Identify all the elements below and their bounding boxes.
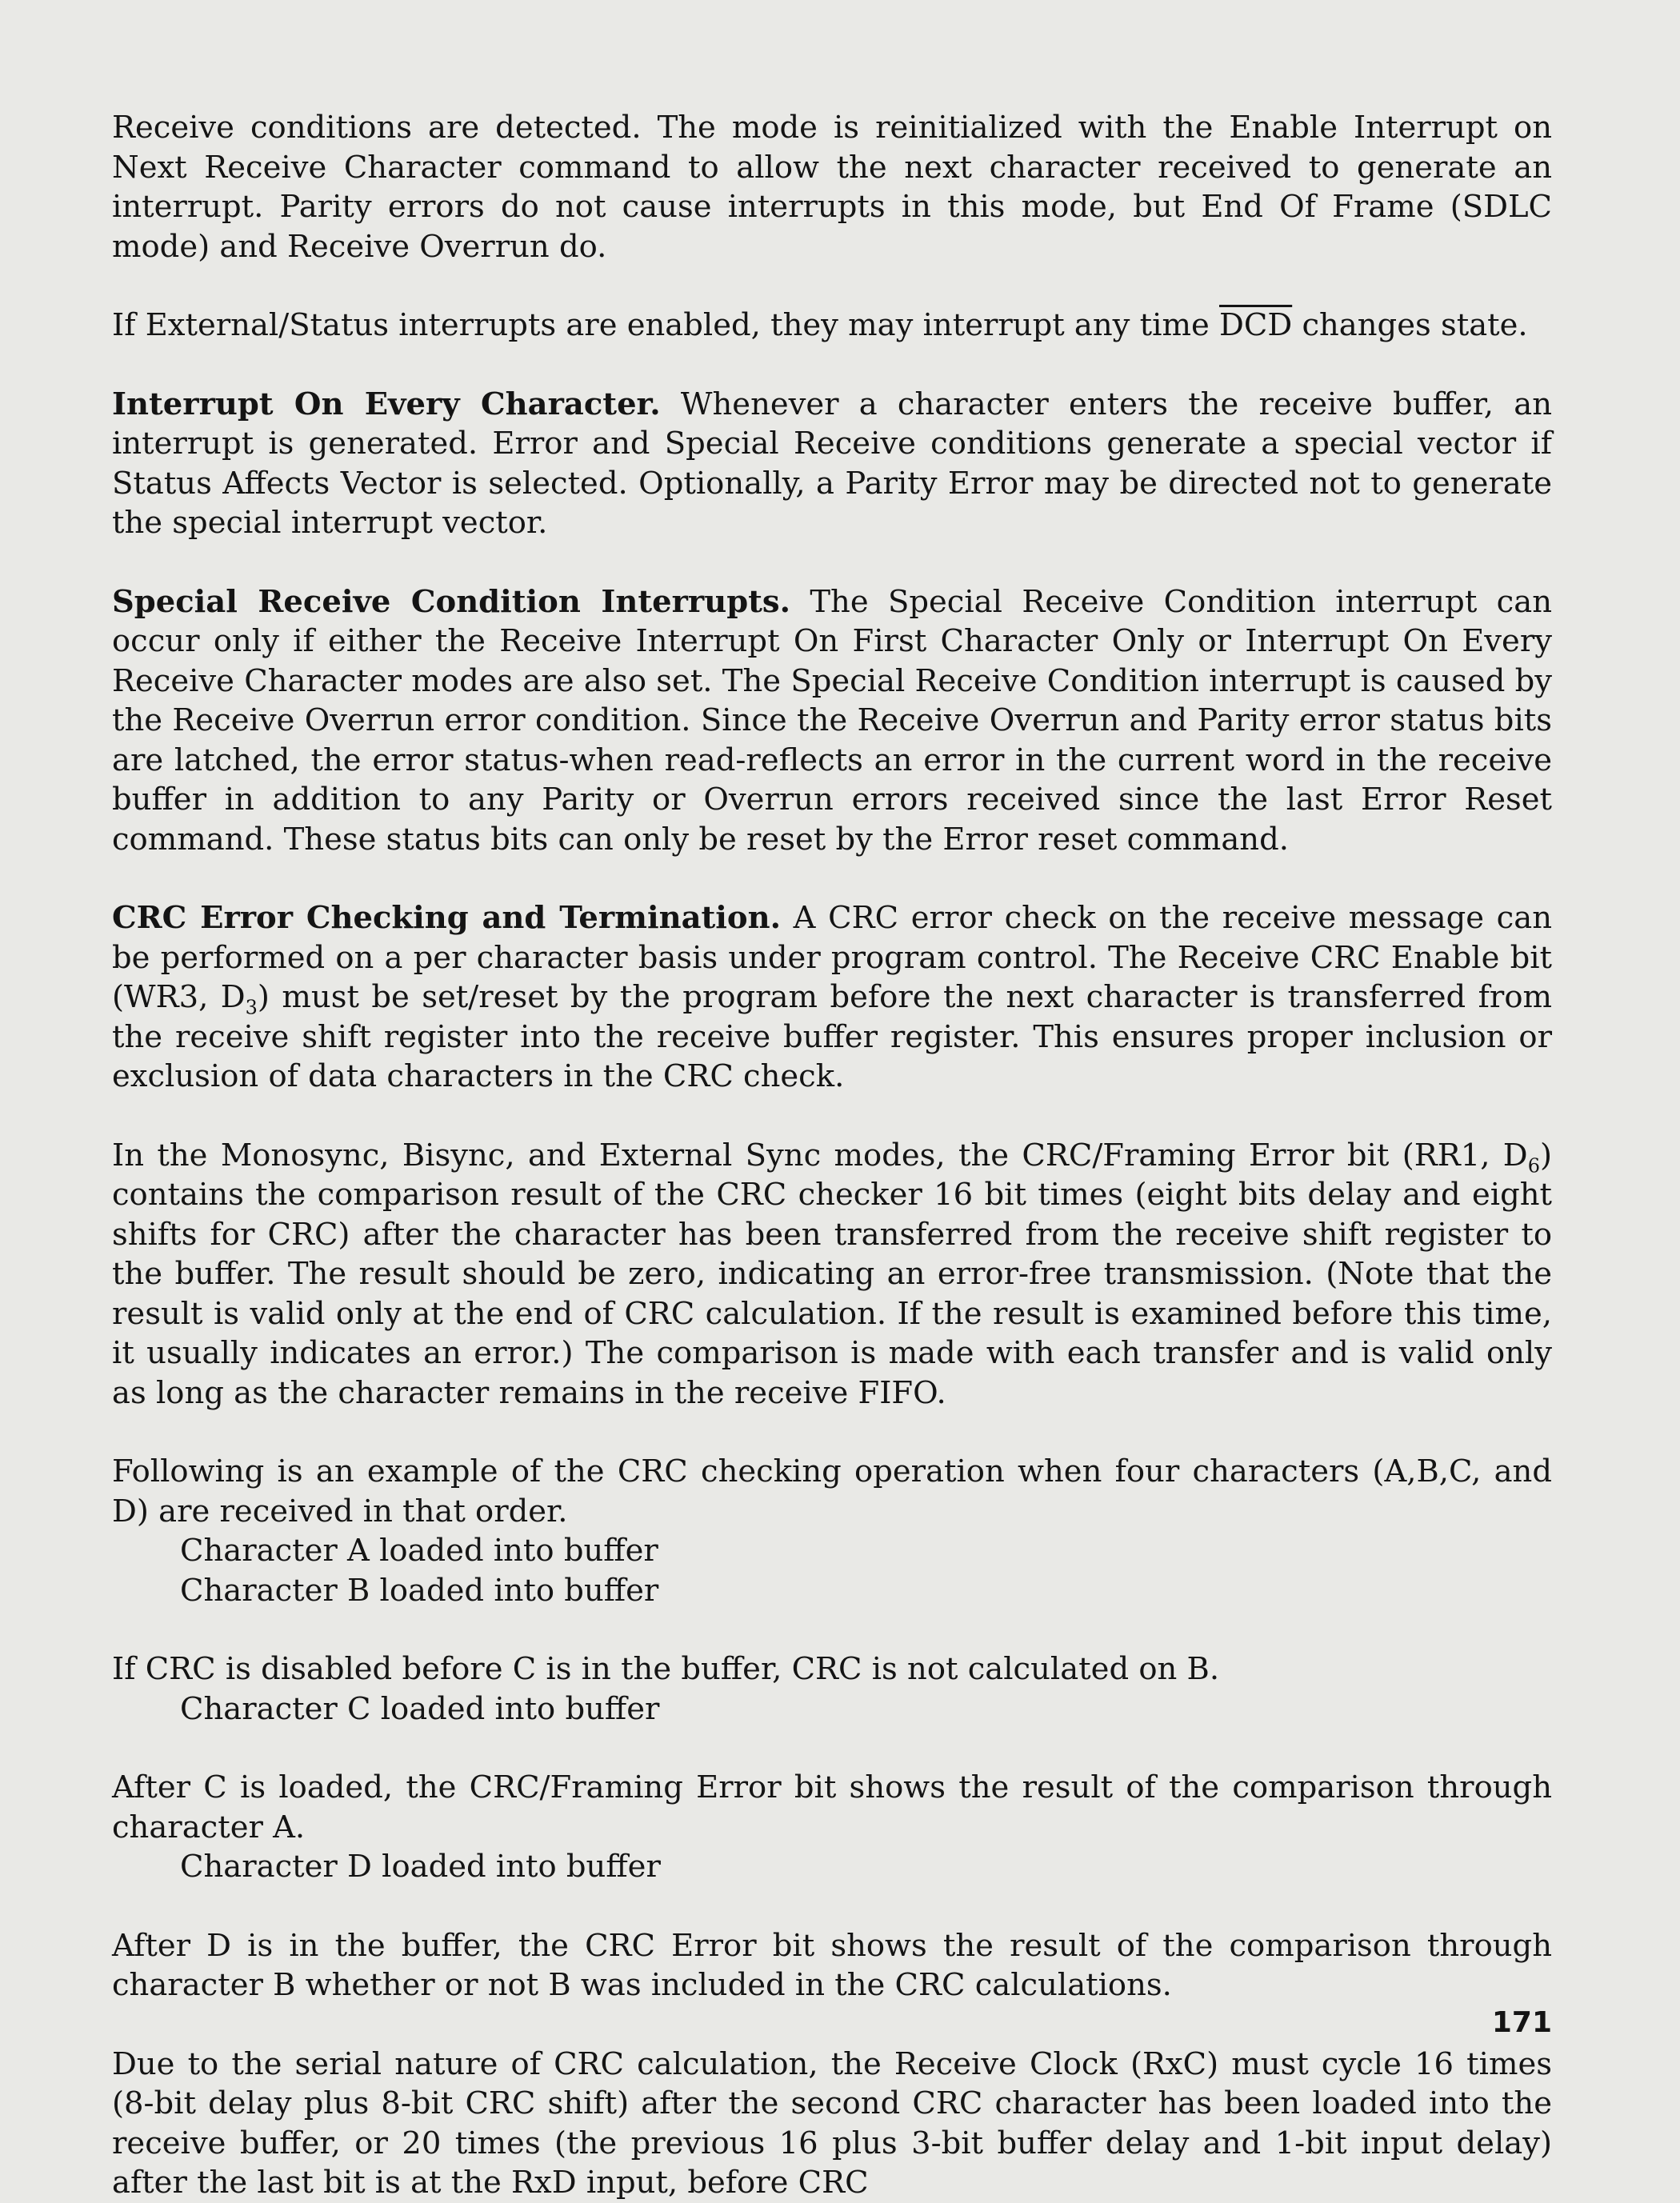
page-number: 171 — [1491, 2006, 1552, 2039]
paragraph-example-intro: Following is an example of the CRC checking operation when four characters (A,B,C, and D) are received in that order. — [112, 1453, 1552, 1529]
paragraph-text: Receive conditions are detected. The mode is reinitialized with the Enable Interrupt on Next Receive Character command to allow the next character received to generate an interrupt. Parity errors do not cause interrupts in this mode, but End Of Frame (SDLC mode) and Receive Overrun do. — [112, 110, 1552, 265]
paragraph-interrupt-every-character: Interrupt On Every Character. Whenever a character enters the receive buffer, an interrupt is generated. Error and Special Receive conditions generate a special vector if Status Affects Vector is selected. Optionally, a Parity Error may be directed not to generate the special interrupt vector. — [112, 386, 1552, 541]
example-step-b: Character B loaded into buffer — [180, 1572, 659, 1609]
subscript: 6 — [1527, 1154, 1540, 1177]
paragraph-special-receive-condition: Special Receive Condition Interrupts. The Special Receive Condition interrupt can occur only if either the Receive Interrupt On First Character Only or Interrupt On Every Receive Character modes are also set. The Special Receive Condition interrupt is caused by the Receive Overrun error condition. Since the Receive Overrun and Parity error status bits are latched, the error status-when read-reflects an error in the current word in the receive buffer in addition to any Parity or Overrun errors received since the last Error Reset command. These status bits can only be reset by the Error reset command. — [112, 583, 1552, 858]
paragraph-sync-modes: In the Monosync, Bisync, and External Sync modes, the CRC/Framing Error bit (RR1, $D_6$) contains the comparison result of the CRC checker 16 bit times (eight bits delay and eight shifts for CRC) after the character has been transferred from the receive shift register to the buffer. The result should be zero, indicating an error-free transmission. (Note that the result is valid only at the end of CRC calculation. If the result is examined before this time, it usually indicates an error.) The comparison is made with each transfer and is valid only as long as the character remains in the receive FIFO. — [112, 1137, 1552, 1411]
example-step-d: Character D loaded into buffer — [180, 1849, 661, 1885]
paragraph-after-d: After D is in the buffer, the CRC Error bit shows the result of the comparison through character B whether or not B was included in the CRC calculations. — [112, 1927, 1552, 2003]
example-step-a: Character A loaded into buffer — [180, 1533, 658, 1569]
paragraph-receive-conditions — [112, 108, 1552, 266]
subscript: 3 — [245, 996, 258, 1019]
paragraph-after-c: After C is loaded, the CRC/Framing Error bit shows the result of the comparison through character A. — [112, 1769, 1552, 1845]
paragraph-serial-nature: Due to the serial nature of CRC calculation, the Receive Clock (RxC) must cycle 16 times (8-bit delay plus 8-bit CRC shift) after the second CRC character has been loaded into the receive buffer, or 20 times (the previous 16 plus 3-bit buffer delay and 1-bit input delay) after the last bit is at the RxD input, before CRC — [112, 2045, 1552, 2201]
paragraph-crc-disabled: If CRC is disabled before C is in the buffer, CRC is not calculated on B. — [112, 1651, 1220, 1687]
paragraph-crc-error-checking: CRC Error Checking and Termination. A CRC error check on the receive message can be performed on a per character basis under program control. The Receive CRC Enable bit (WR3, $D_3$) must be set/reset by the program before the next character is transferred from the receive shift register into the receive buffer register. This ensures proper inclusion or exclusion of data characters in the CRC check. — [112, 900, 1552, 1094]
example-step-c: Character C loaded into buffer — [180, 1690, 660, 1727]
section-heading: Special Receive Condition Interrupts. — [112, 583, 790, 620]
dcd-signal: $\overline{DCD}$ — [1219, 307, 1293, 343]
paragraph-external-status: If External/Status interrupts are enabled, they may interrupt any time $\overline{DCD}$ changes state. — [112, 307, 1528, 343]
section-heading: Interrupt On Every Character. — [112, 386, 661, 422]
section-heading: CRC Error Checking and Termination. — [112, 900, 781, 936]
